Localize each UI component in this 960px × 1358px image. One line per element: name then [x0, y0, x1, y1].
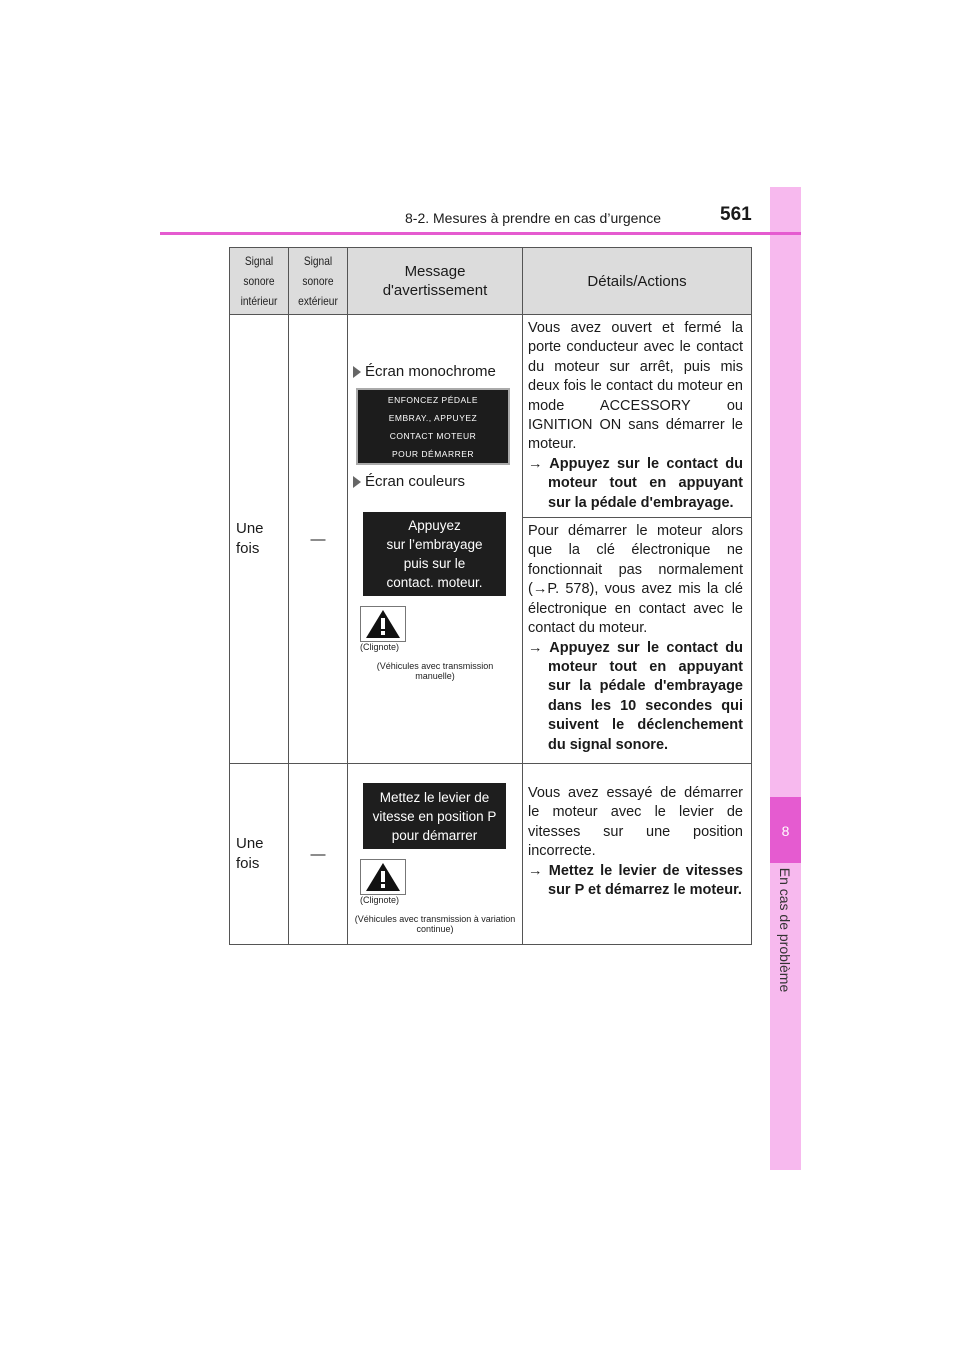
table-row [230, 764, 752, 945]
monochrome-display: ENFONCEZ PÉDALE EMBRAY., APPUYEZ CONTACT MOTEUR POUR DÉMARRER [356, 388, 510, 465]
chapter-number: 8 [781, 823, 790, 839]
warning-message-cell [348, 764, 523, 945]
chapter-side-tab [770, 187, 801, 1170]
header-exterior-buzzer: Signal sonore extérieur [289, 248, 348, 315]
option-monochrome: Écran monochrome [353, 363, 522, 380]
header-warning-message: Message d'avertissement [348, 248, 523, 315]
color-display: Appuyez sur l’embrayage puis sur le contact. moteur. [363, 512, 506, 596]
page-number: 561 [720, 204, 752, 225]
header-rule [160, 232, 801, 235]
warning-message-cell [348, 315, 523, 764]
triangle-right-icon [353, 366, 361, 378]
interior-buzzer-cell: Une fois [230, 764, 289, 945]
details-cell: Vous avez essayé de démarrer le moteur avec le levier de vitesses sur une position incorrecte. → Mettez le levier de vitesses sur P et démarrez le moteur. [523, 764, 752, 945]
table-row [230, 315, 752, 518]
warning-triangle-icon [360, 606, 406, 642]
vehicle-caption: (Véhicules avec transmission manuelle) [376, 661, 494, 681]
triangle-right-icon [353, 476, 361, 488]
section-title: 8-2. Mesures à prendre en cas d’urgence [405, 210, 662, 226]
warning-table [229, 247, 752, 945]
action-text: → Appuyez sur le contact du moteur tout en appuyant sur la pédale d'embrayage dans les 10 secondes qui suivent le déclenchement du signal sonore. [528, 639, 743, 753]
color-display: Mettez le levier de vitesse en position P pour démarrer [363, 783, 506, 849]
exterior-buzzer-cell: — [289, 764, 348, 945]
chapter-label: En cas de problème [777, 867, 793, 993]
interior-buzzer-cell: Une fois [230, 315, 289, 764]
option-color: Écran couleurs [353, 473, 522, 490]
table-header-row [230, 248, 752, 315]
details-cell: Vous avez ouvert et fermé la porte conducteur avec le contact du moteur sur arrêt, puis mis deux fois le contact du moteur en mode ACCESSORY ou IGNITION ON sans démarrer le moteur. → Appuyez sur le contact du moteur tout en appuyant sur la pédale d'embrayage. [523, 315, 752, 518]
blink-label: (Clignote) [360, 642, 400, 652]
action-text: → Appuyez sur le contact du moteur tout en appuyant sur la pédale d'embrayage. [528, 455, 743, 511]
action-text: → Mettez le levier de vitesses sur P et démarrez le moteur. [528, 862, 743, 899]
exterior-buzzer-cell: — [289, 315, 348, 764]
vehicle-caption: (Véhicules avec transmission à variation continue) [354, 914, 516, 935]
header-interior-buzzer: Signal sonore intérieur [230, 248, 289, 315]
header-details-actions: Détails/Actions [523, 248, 752, 315]
details-cell: Pour démarrer le moteur alors que la clé électronique ne fonctionnait pas normalement (→P. 578), vous avez mis la clé électronique en contact avec le contact du moteur. → Appuyez sur le contact du moteur tout en appuyant sur la pédale d'embrayage dans les 10 secondes qui suivent le déclenchement du signal sonore. [523, 518, 752, 764]
warning-triangle-icon [360, 859, 406, 895]
blink-label: (Clignote) [360, 895, 400, 906]
